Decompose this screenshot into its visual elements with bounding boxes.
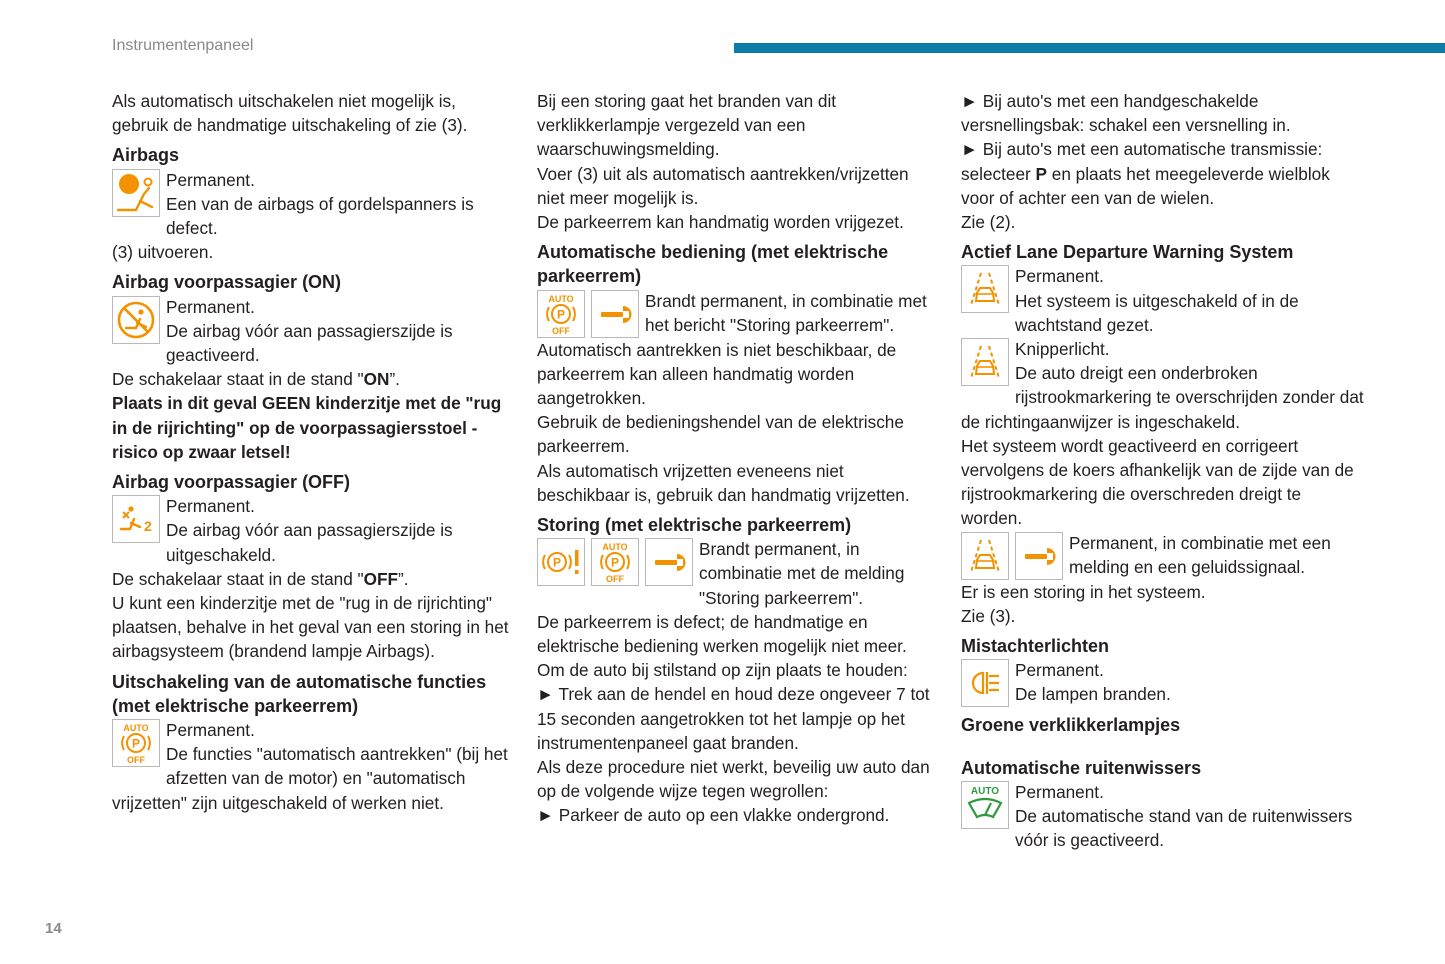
auto-ctrl-p2: Automatisch aantrekken is niet beschikbaar, de parkeerrem kan alleen handmatig worden aangetrokken. (537, 339, 897, 409)
fault-line1: Brandt permanent, in combinatie met de melding "Storing parkeerrem". (699, 539, 905, 608)
ldws-c2: Er is een storing in het systeem. (961, 581, 1206, 602)
svg-text:AUTO: AUTO (970, 786, 1000, 798)
airbag-on-line1: Permanent. (166, 296, 255, 317)
col2-intro2: Voer (3) uit als automatisch aantrekken/vrijzetten niet meer mogelijk is. (537, 163, 909, 208)
ldws-a-icon-group (961, 265, 1009, 313)
airbag-off-switch (112, 567, 514, 591)
col3-bullet2 (961, 137, 1365, 210)
rear-fog-light-icon (961, 659, 1009, 707)
auto-ctrl-line1: Brandt permanent, in combinatie met het bericht "Storing parkeerrem". (645, 290, 927, 335)
fault-bullet1: ► Trek aan de hendel en houd deze ongeveer 7 tot 15 seconden aangetrokken tot het lampje op het instrumentenpaneel gaat branden. (537, 684, 930, 753)
airbag-off-switch-value: OFF (363, 568, 399, 589)
passenger-airbag-on-icon (112, 296, 160, 344)
section-heading-green: Groene verklikkerlampjes (961, 714, 1181, 735)
airbag-on-warning: Plaats in dit geval GEEN kinderzitje met de "rug in de rijrichting" op de voorpassagiersstoel - risico op zwaar letsel! (112, 393, 502, 462)
intro-text: Als automatisch uitschakelen niet mogelijk is, gebruik de handmatige uitschakeling of zie (3). (112, 91, 468, 136)
section-heading-auto-ctrl: Automatische bediening (met elektrische parkeerrem) (537, 242, 889, 287)
airbag-on-line2: De airbag vóór aan passagierszijde is geactiveerd. (166, 320, 453, 366)
section-heading-fault: Storing (met elektrische parkeerrem) (537, 515, 852, 536)
auto-wiper-icon (961, 781, 1009, 829)
auto-off-line2: De functies "automatisch aantrekken" (bij het afzetten van de motor) en "automatisch vrijzetten" zijn uitgeschakeld of werken niet. (112, 744, 508, 813)
page-header-title: Instrumentenpaneel (112, 37, 254, 54)
section-heading-airbags: Airbags (112, 145, 180, 166)
fog-icon-group (961, 659, 1009, 707)
airbag-off-line1: Permanent. (166, 496, 255, 517)
svg-text:P: P (552, 555, 562, 570)
col3-see2: Zie (2). (961, 212, 1016, 233)
column-3 (961, 89, 1365, 853)
col3-bullet2-post: en plaats het meegeleverde wielblok voor of achter een van de wielen. (961, 163, 1330, 208)
ldws-a1: Permanent. (1015, 266, 1104, 287)
svg-text:P: P (610, 555, 620, 570)
airbags-line1: Permanent. (166, 169, 255, 190)
col3-bullet2-bold: P (1035, 163, 1047, 184)
svg-text:OFF: OFF (606, 574, 624, 585)
wipers-line2: De automatische stand van de ruitenwissers vóór is geactiveerd. (1015, 806, 1353, 851)
airbag-off-switch-pre: De schakelaar staat in de stand " (112, 568, 364, 589)
svg-text:OFF: OFF (552, 325, 570, 336)
airbag-on-switch-post: ”. (389, 369, 400, 390)
col3-bullet2-pre: ► Bij auto's met een automatische transmissie: selecteer (961, 139, 1323, 184)
svg-text:OFF: OFF (127, 755, 145, 766)
page-number: 14 (45, 920, 62, 937)
airbags-line3: (3) uitvoeren. (112, 242, 214, 263)
airbag-on-switch-pre: De schakelaar staat in de stand " (112, 369, 364, 390)
passenger-airbag-off-icon (112, 495, 160, 543)
section-heading-auto-off: Uitschakeling van de automatische functies (met elektrische parkeerrem) (112, 671, 487, 716)
airbags-line2: Een van de airbags of gordelspanners is defect. (166, 193, 474, 239)
airbag-on-switch (112, 367, 514, 391)
svg-text:AUTO: AUTO (548, 293, 574, 304)
airbag-on-switch-value: ON (363, 369, 390, 390)
column-1 (112, 89, 514, 815)
auto-park-off-icon (112, 719, 160, 767)
ldws-c3: Zie (3). (961, 605, 1016, 626)
fault-p4: Als deze procedure niet werkt, beveilig uw auto dan op de volgende wijze tegen wegrollen: (537, 757, 930, 802)
airbag-icon-group (112, 169, 160, 217)
auto-off-line1: Permanent. (166, 720, 255, 741)
svg-text:2: 2 (144, 518, 152, 535)
svg-text:P: P (556, 307, 566, 322)
airbag-warning-icon (112, 169, 160, 217)
fog-line2: De lampen branden. (1015, 684, 1171, 705)
ldws-paragraph: Het systeem wordt geactiveerd en corrigeert vervolgens de koers afhankelijk van de zijde van de rijstrookmarkering die overschreden dreigt te worden. (961, 435, 1354, 529)
ldws-c-icon-group (961, 532, 1063, 580)
parking-brake-fault-icon (537, 538, 585, 586)
auto-ctrl-icon-group (537, 290, 639, 338)
header-accent-bar (734, 43, 1445, 53)
section-heading-wipers: Automatische ruitenwissers (961, 757, 1202, 778)
auto-park-off-icon (537, 290, 585, 338)
lane-departure-icon (961, 532, 1009, 580)
section-heading-airbag-on: Airbag voorpassagier (ON) (112, 272, 342, 293)
fault-bullet2: ► Parkeer de auto op een vlakke ondergrond. (537, 805, 890, 826)
lane-departure-icon (961, 265, 1009, 313)
fog-line1: Permanent. (1015, 660, 1104, 681)
col2-intro1: Bij een storing gaat het branden van dit verklikkerlampje vergezeld van een waarschuwingsmelding. (537, 91, 837, 160)
auto-off-icon-group (112, 719, 160, 767)
col2-intro3: De parkeerrem kan handmatig worden vrijgezet. (537, 212, 904, 233)
svg-text:AUTO: AUTO (602, 542, 628, 553)
section-heading-ldws: Actief Lane Departure Warning System (961, 242, 1294, 263)
fault-icon-group (537, 538, 693, 586)
wipers-icon-group (961, 781, 1009, 829)
ldws-a2: Het systeem is uitgeschakeld of in de wachtstand gezet. (1015, 290, 1299, 335)
auto-ctrl-p3: Gebruik de bedieningshendel van de elektrische parkeerrem. (537, 412, 904, 457)
col3-bullet1: ► Bij auto's met een handgeschakelde versnellingsbak: schakel een versnelling in. (961, 91, 1291, 136)
fault-p3: Om de auto bij stilstand op zijn plaats te houden: (537, 660, 908, 681)
airbag-off-line2: De airbag vóór aan passagierszijde is uitgeschakeld. (166, 520, 453, 565)
wrench-icon (1015, 532, 1063, 580)
auto-park-off-icon (591, 538, 639, 586)
ldws-c1: Permanent, in combinatie met een melding en een geluidssignaal. (1069, 532, 1331, 577)
ldws-b2: De auto dreigt een onderbroken rijstrookmarkering te overschrijden zonder dat de richtingaanwijzer is ingeschakeld. (961, 363, 1364, 432)
auto-ctrl-p4: Als automatisch vrijzetten eveneens niet beschikbaar is, gebruik dan handmatig vrijzetten. (537, 460, 910, 505)
section-heading-fog: Mistachterlichten (961, 636, 1110, 657)
ldws-b1: Knipperlicht. (1015, 339, 1110, 360)
fault-p2: De parkeerrem is defect; de handmatige en elektrische bediening werken mogelijk niet meer. (537, 611, 907, 657)
ldws-b-icon-group (961, 338, 1009, 386)
wrench-icon (591, 290, 639, 338)
airbag-off-icon-group (112, 495, 160, 543)
airbag-off-switch-post: ”. (398, 568, 409, 589)
airbag-off-note: U kunt een kinderzitje met de "rug in de rijrichting" plaatsen, behalve in het geval van een storing in het airbagsysteem (brandend lampje Airbags). (112, 593, 509, 662)
lane-departure-icon (961, 338, 1009, 386)
svg-text:AUTO: AUTO (123, 723, 149, 734)
wrench-icon (645, 538, 693, 586)
svg-text:P: P (131, 736, 141, 751)
section-heading-airbag-off: Airbag voorpassagier (OFF) (112, 472, 351, 493)
wipers-line1: Permanent. (1015, 782, 1104, 803)
airbag-on-icon-group (112, 296, 160, 344)
column-2 (537, 89, 939, 828)
